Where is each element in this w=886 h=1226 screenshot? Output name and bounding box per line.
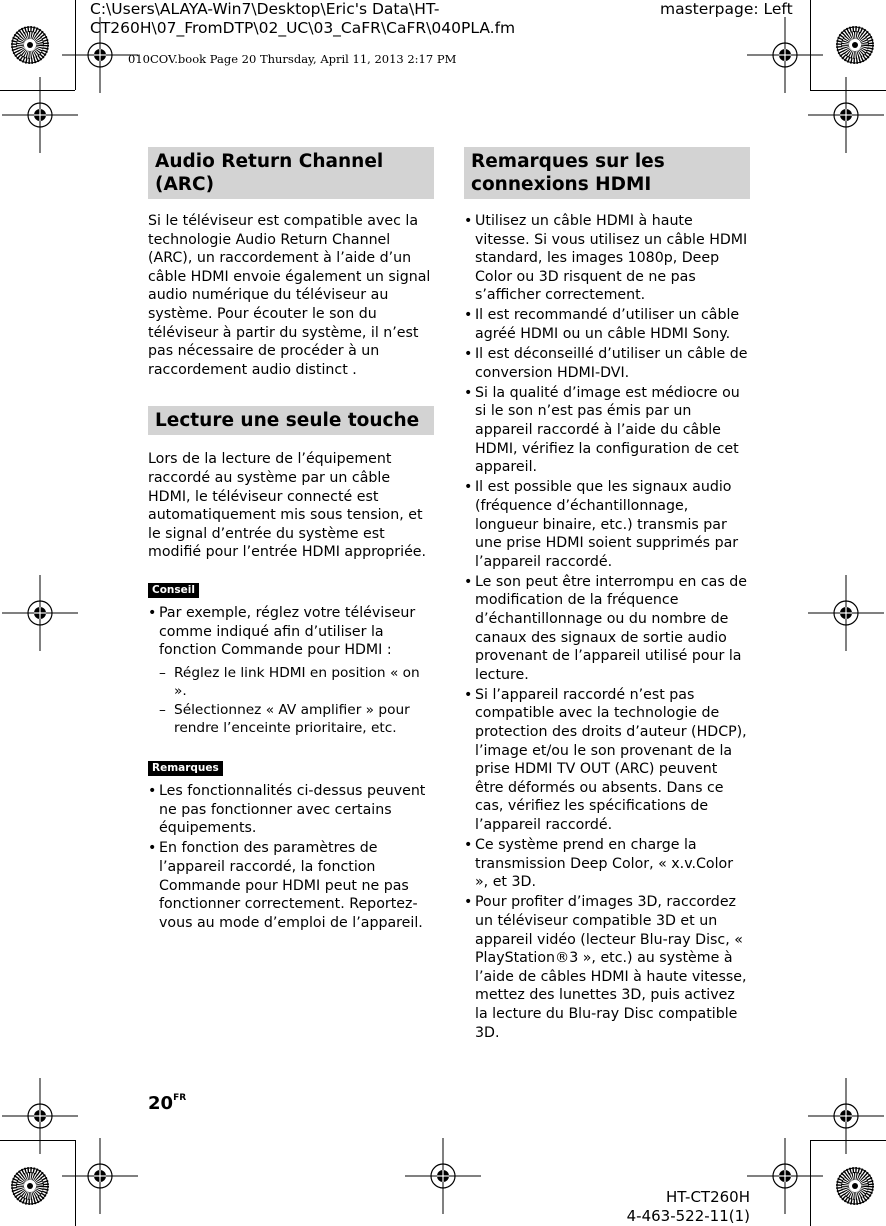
list-item: • En fonction des paramètres de l’appareil raccordé, la fonction Commande pour HDMI peut ne pas fonctionner correctement. Reportez-vous au mode d’emploi de l’appareil.	[148, 839, 434, 932]
list-item: • Il est possible que les signaux audio (fréquence d’échantillonnage, longueur binaire, etc.) transmis par une prise HDMI soient supprimés par l’appareil raccordé.	[464, 478, 750, 571]
section-heading-hdmi-notes: Remarques sur les connexions HDMI	[464, 147, 750, 199]
right-column	[464, 147, 750, 1044]
crosshair-icon	[2, 77, 78, 153]
notes-label: Remarques	[148, 761, 223, 776]
list-item: • Si l’appareil raccordé n’est pas compatible avec la technologie de protection des droits d’auteur (HDCP), l’image et/ou le son provenant de la prise HDMI TV OUT (ARC) peuvent être déformés ou absents. Dans ce cas, vérifiez les spécifications de l’appareil raccordé.	[464, 686, 750, 835]
masterpage-label: masterpage: Left	[660, 0, 793, 18]
left-column	[148, 147, 434, 934]
crosshair-icon	[62, 1138, 138, 1214]
section-heading-arc: Audio Return Channel (ARC)	[148, 147, 434, 199]
notes-list	[148, 782, 434, 932]
crosshair-icon	[808, 1078, 884, 1154]
crosshair-icon	[405, 1138, 481, 1214]
notes-block	[148, 756, 434, 932]
list-item: – Réglez le link HDMI en position « on ».	[159, 664, 434, 701]
tip-block	[148, 578, 434, 738]
crosshair-icon	[808, 575, 884, 651]
one-touch-paragraph: Lors de la lecture de l’équipement raccordé au système par un câble HDMI, le téléviseur connecté est automatiquement mis sous tension, et le signal d’entrée du système est modifié pour l’entrée HDMI appropriée.	[148, 451, 427, 561]
arc-paragraph: Si le téléviseur est compatible avec la technologie Audio Return Channel (ARC), un raccordement à l’aide d’un câble HDMI envoie également un signal audio numérique du téléviseur au système. Pour écouter le son du téléviseur à partir du système, il n’est pas nécessaire de procéder à un raccordement audio distinct .	[148, 213, 431, 378]
star-target-icon	[12, 1168, 48, 1204]
list-item: • Utilisez un câble HDMI à haute vitesse. Si vous utilisez un câble HDMI standard, les images 1080p, Deep Color ou 3D risquent de ne pas s’afficher correctement.	[464, 212, 750, 305]
crosshair-icon	[808, 77, 884, 153]
crosshair-icon	[747, 17, 823, 93]
star-target-icon	[837, 27, 873, 63]
model-info	[627, 1188, 750, 1226]
crosshair-icon	[2, 575, 78, 651]
part-number: 4-463-522-11(1)	[626, 1207, 750, 1225]
model-name: HT-CT260H	[665, 1188, 750, 1206]
star-target-icon	[12, 27, 48, 63]
list-item: • Il est déconseillé d’utiliser un câble de conversion HDMI-DVI.	[464, 345, 750, 382]
tip-label: Conseil	[148, 583, 199, 598]
section-heading-one-touch: Lecture une seule touche	[148, 406, 434, 435]
page-number: $20^{FR}$	[148, 1093, 187, 1114]
book-info: 010COV.book Page 20 Thursday, April 11, 2013 2:17 PM	[128, 52, 457, 66]
list-item: • Il est recommandé d’utiliser un câble agréé HDMI ou un câble HDMI Sony.	[464, 306, 750, 343]
crosshair-icon	[2, 1078, 78, 1154]
list-item: • Par exemple, réglez votre téléviseur comme indiqué afin d’utiliser la fonction Commande pour HDMI : – Réglez le link HDMI en position « on ». – Sélectionnez « AV amplifier » pour rendre l’enceinte prioritaire, etc.	[148, 604, 434, 738]
hdmi-notes-list	[464, 212, 750, 1042]
list-item: • Si la qualité d’image est médiocre ou si le son n’est pas émis par un appareil raccordé à l’aide du câble HDMI, vérifiez la configuration de cet appareil.	[464, 384, 750, 477]
tip-list	[148, 604, 434, 738]
list-item: • Le son peut être interrompu en cas de modification de la fréquence d’échantillonnage ou du nombre de canaux des signaux de sortie audio provenant de l’appareil utilisé pour la lecture.	[464, 573, 750, 685]
star-target-icon	[837, 1168, 873, 1204]
list-item: • Les fonctionnalités ci-dessus peuvent ne pas fonctionner avec certains équipements.	[148, 782, 434, 838]
file-path: C:\Users\ALAYA-Win7\Desktop\Eric's Data\HT- CT260H\07_FromDTP\02_UC\03_CaFR\CaFR\040PLA.fm	[90, 0, 516, 37]
crosshair-icon	[747, 1138, 823, 1214]
tip-sub-list	[159, 664, 434, 738]
list-item: • Pour profiter d’images 3D, raccordez un téléviseur compatible 3D et un appareil vidéo (lecteur Blu-ray Disc, « PlayStation®3 », etc.) au système à l’aide de câbles HDMI à haute vitesse, mettez des lunettes 3D, puis activez la lecture du Blu-ray Disc compatible 3D.	[464, 893, 750, 1042]
list-item: • Ce système prend en charge la transmission Deep Color, « x.v.Color », et 3D.	[464, 836, 750, 892]
list-item: – Sélectionnez « AV amplifier » pour rendre l’enceinte prioritaire, etc.	[159, 701, 434, 738]
